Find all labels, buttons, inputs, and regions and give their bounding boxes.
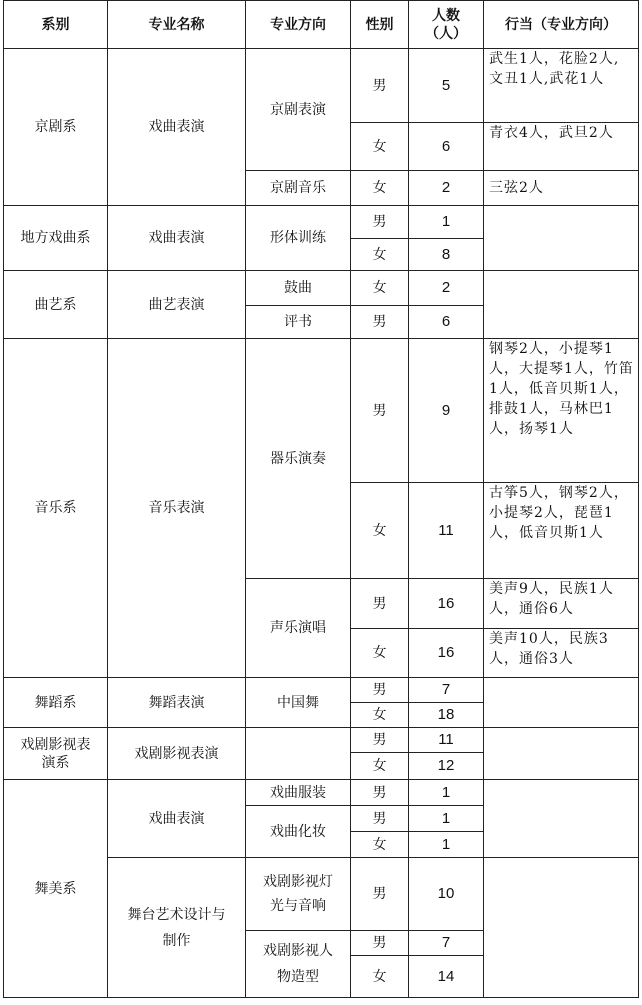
count-cell: 11 [409,728,484,753]
department-cell: 舞美系 [4,780,108,998]
gender-cell: 男 [351,306,409,339]
direction-cell: 中国舞 [246,678,351,728]
direction-cell: 形体训练 [246,206,351,271]
count-cell: 5 [409,49,484,123]
role-cell: 武生1人，花脸2人,文丑1人,武花1人 [484,49,639,123]
count-cell: 7 [409,931,484,956]
role-cell [484,858,639,998]
count-cell: 18 [409,703,484,728]
direction-cell: 戏曲服装 [246,780,351,806]
count-cell: 16 [409,629,484,678]
count-cell: 1 [409,832,484,858]
count-cell: 9 [409,339,484,483]
gender-cell: 女 [351,171,409,206]
header-department: 系别 [4,1,108,49]
gender-cell: 女 [351,239,409,271]
gender-cell: 女 [351,483,409,579]
major-cell: 舞台艺术设计与制作 [108,858,246,998]
gender-cell: 男 [351,206,409,239]
count-cell: 7 [409,678,484,703]
gender-cell: 男 [351,579,409,629]
direction-cell: 鼓曲 [246,271,351,306]
table-row [4,206,639,239]
header-role: 行当（专业方向） [484,1,639,49]
table-row [4,780,639,806]
role-cell [484,271,639,339]
department-cell: 地方戏曲系 [4,206,108,271]
enrollment-table [3,0,639,998]
direction-cell: 声乐演唱 [246,579,351,678]
header-direction: 专业方向 [246,1,351,49]
department-cell: 音乐系 [4,339,108,678]
table-row [4,678,639,703]
table-row [4,728,639,753]
count-cell: 10 [409,858,484,931]
gender-cell: 男 [351,780,409,806]
major-cell: 舞蹈表演 [108,678,246,728]
gender-cell: 女 [351,123,409,171]
count-cell: 6 [409,123,484,171]
role-cell: 钢琴2人，小提琴1人，大提琴1人，竹笛1人，低音贝斯1人，排鼓1人，马林巴1人，扬琴1人 [484,339,639,483]
major-cell: 音乐表演 [108,339,246,678]
direction-cell: 京剧表演 [246,49,351,171]
direction-cell: 器乐演奏 [246,339,351,579]
role-cell [484,728,639,780]
direction-cell [246,728,351,780]
major-cell: 戏曲表演 [108,49,246,206]
department-cell: 戏剧影视表演系 [4,728,108,780]
role-cell: 古筝5人，钢琴2人，小提琴2人，琵琶1人，低音贝斯1人 [484,483,639,579]
gender-cell: 男 [351,858,409,931]
department-cell: 京剧系 [4,49,108,206]
gender-cell: 女 [351,703,409,728]
table-row [4,271,639,306]
major-cell: 戏剧影视表演 [108,728,246,780]
header-gender: 性别 [351,1,409,49]
direction-cell: 京剧音乐 [246,171,351,206]
count-cell: 16 [409,579,484,629]
direction-cell: 评书 [246,306,351,339]
count-cell: 1 [409,780,484,806]
gender-cell: 男 [351,931,409,956]
department-cell: 曲艺系 [4,271,108,339]
direction-cell: 戏剧影视人物造型 [246,931,351,998]
role-cell: 三弦2人 [484,171,639,206]
role-cell: 青衣4人，武旦2人 [484,123,639,171]
direction-cell: 戏剧影视灯光与音响 [246,858,351,931]
gender-cell: 女 [351,629,409,678]
count-cell: 12 [409,753,484,780]
gender-cell: 男 [351,339,409,483]
role-cell [484,780,639,858]
count-cell: 6 [409,306,484,339]
role-cell [484,678,639,728]
gender-cell: 女 [351,956,409,998]
major-cell: 戏曲表演 [108,206,246,271]
major-cell: 曲艺表演 [108,271,246,339]
gender-cell: 男 [351,678,409,703]
header-major: 专业名称 [108,1,246,49]
header-row [4,1,639,49]
gender-cell: 男 [351,806,409,832]
count-cell: 2 [409,271,484,306]
gender-cell: 女 [351,271,409,306]
count-cell: 11 [409,483,484,579]
gender-cell: 男 [351,728,409,753]
header-count: 人数 （人） [409,1,484,49]
role-cell: 美声10人，民族3人，通俗3人 [484,629,639,678]
gender-cell: 女 [351,832,409,858]
count-cell: 8 [409,239,484,271]
role-cell: 美声9人，民族1人人，通俗6人 [484,579,639,629]
count-cell: 2 [409,171,484,206]
gender-cell: 女 [351,753,409,780]
major-cell: 戏曲表演 [108,780,246,858]
direction-cell: 戏曲化妆 [246,806,351,858]
count-cell: 1 [409,806,484,832]
count-cell: 1 [409,206,484,239]
table-row [4,339,639,483]
count-cell: 14 [409,956,484,998]
gender-cell: 男 [351,49,409,123]
role-cell [484,206,639,271]
table-row [4,49,639,123]
department-cell: 舞蹈系 [4,678,108,728]
